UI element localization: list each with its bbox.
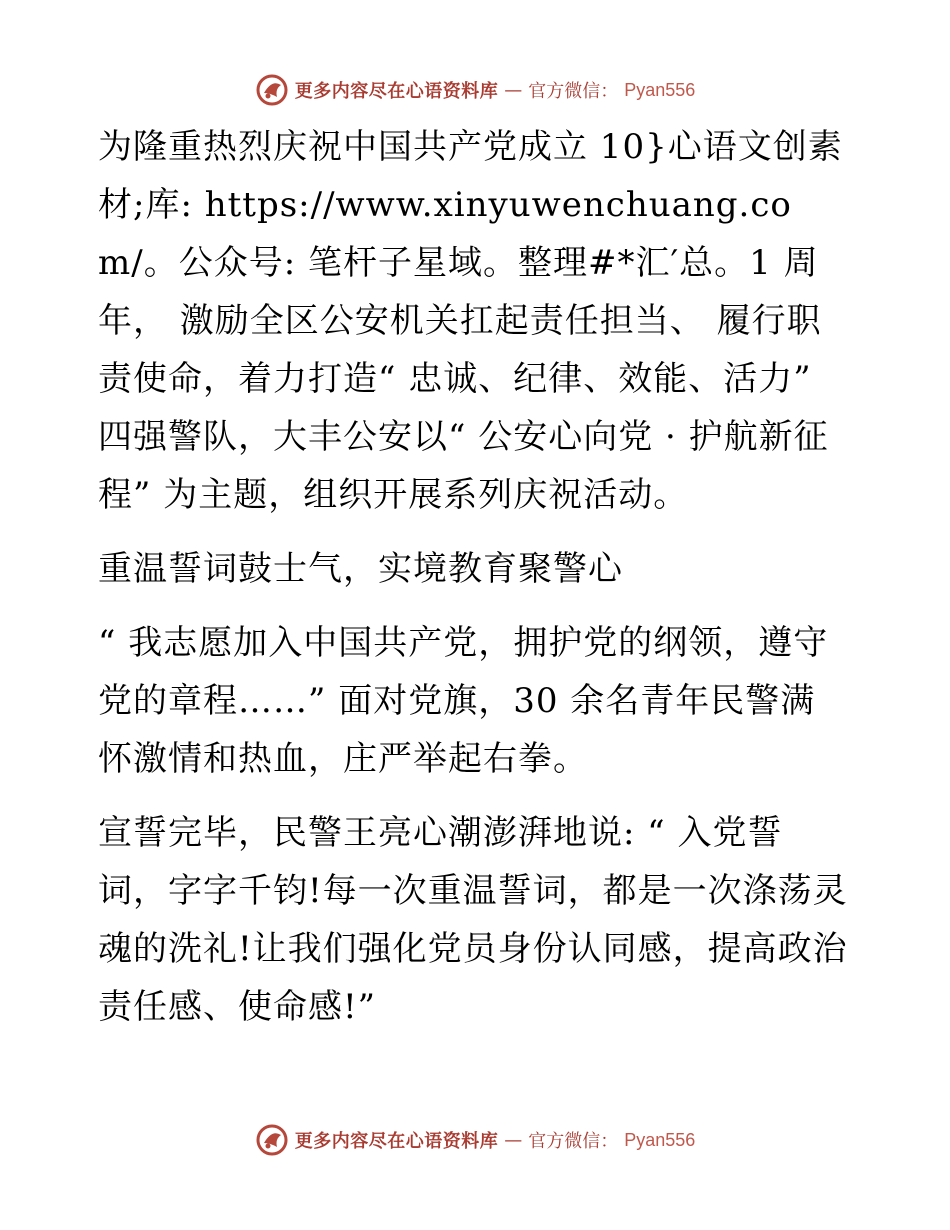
header-site-text: 更多内容尽在心语资料库 bbox=[294, 81, 499, 102]
footer-wechat-label: 官方微信： bbox=[528, 1131, 619, 1152]
footer-wechat-id: Pyan556 bbox=[624, 1129, 696, 1150]
document-body bbox=[98, 118, 850, 1036]
header-banner bbox=[0, 70, 950, 110]
seal-logo-icon bbox=[255, 1123, 289, 1157]
footer-banner bbox=[0, 1120, 950, 1160]
section-heading: 重温誓词鼓士气，实境教育聚警心 bbox=[98, 549, 623, 589]
paragraph-quote: 宣誓完毕，民警王亮心潮澎湃地说: “ 入党誓词，字字千钧!每一次重温誓词，都是一次涤荡灵魂的洗礼!让我们强化党员身份认同感，提高政治责任感、使命感!” bbox=[98, 813, 848, 1027]
header-wechat-label: 官方微信： bbox=[528, 81, 619, 102]
paragraph-intro: 为隆重热烈庆祝中国共产党成立 10}心语文创素材;库: https://www.xinyuwenchuang.com/。公众号: 笔杆子星域。整理#*汇′总。1 周年， 激励全区公安机关扛起责任担当、 履行职责使命，着力打造“ 忠诚、纪律、效能、活力” 四强警队，大丰公安以“ 公安心向党 · 护航新征程” 为主题，组织开展系列庆祝活动。 bbox=[98, 127, 843, 515]
footer-banner-content bbox=[255, 1123, 696, 1157]
seal-logo-icon bbox=[255, 73, 289, 107]
header-wechat-id: Pyan556 bbox=[624, 79, 696, 100]
footer-site-text: 更多内容尽在心语资料库 bbox=[294, 1131, 499, 1152]
paragraph-oath: “ 我志愿加入中国共产党，拥护党的纲领，遵守党的章程……” 面对党旗，30 余名青年民警满怀激情和热血，庄严举起右拳。 bbox=[98, 623, 829, 779]
header-separator: — bbox=[504, 79, 523, 101]
header-banner-content bbox=[255, 73, 696, 107]
footer-separator: — bbox=[504, 1129, 523, 1151]
